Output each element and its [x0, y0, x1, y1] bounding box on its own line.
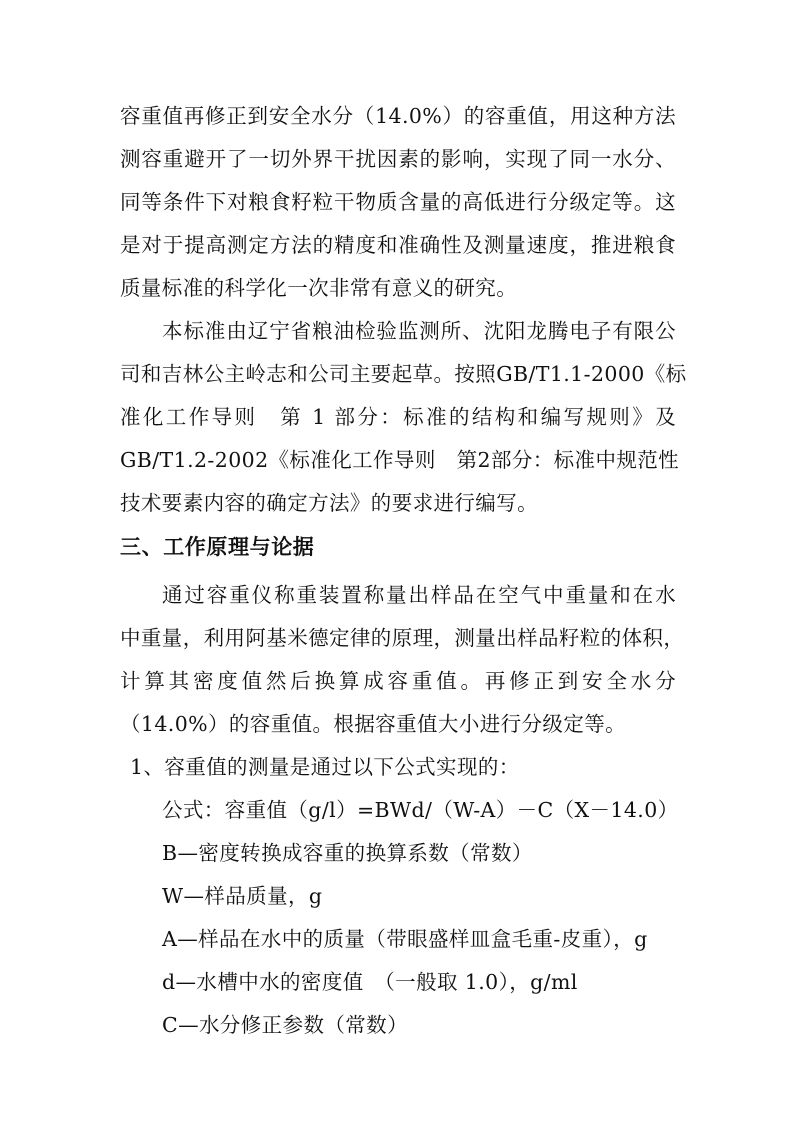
definition-b: B—密度转换成容重的换算系数（常数） [162, 841, 533, 865]
paragraph-1-line-5: 质量标准的科学化一次非常有意义的研究。 [120, 276, 518, 300]
paragraph-3-line-4: （14.0%）的容重值。根据容重值大小进行分级定等。 [120, 712, 627, 736]
definition-w: W—样品质量，g [162, 884, 323, 908]
formula-line: 公式：容重值（g/l）=BWd/（W-A）－C（X－14.0） [162, 798, 679, 822]
paragraph-2-line-5: 技术要素内容的确定方法》的要求进行编写。 [120, 491, 538, 515]
section-heading: 三、工作原理与论据 [120, 535, 315, 559]
definition-c: C—水分修正参数（常数） [162, 1013, 408, 1037]
definition-d: d—水槽中水的密度值 （一般取 1.0），g/ml [162, 970, 578, 994]
paragraph-3-line-3: 计算其密度值然后换算成容重值。再修正到安全水分 [120, 669, 676, 693]
paragraph-2-line-2: 司和吉林公主岭志和公司主要起草。按照GB/T1.1-2000《标 [120, 362, 687, 386]
paragraph-3-line-2: 中重量，利用阿基米德定律的原理，测量出样品籽粒的体积， [120, 626, 685, 650]
paragraph-3-line-1: 通过容重仪称重装置称量出样品在空气中重量和在水 [162, 583, 676, 607]
paragraph-2-line-4: GB/T1.2-2002《标准化工作导则 第2部分：标准中规范性 [120, 448, 680, 472]
paragraph-2-line-1: 本标准由辽宁省粮油检验监测所、沈阳龙腾电子有限公 [162, 319, 676, 343]
paragraph-1-line-2: 测容重避开了一切外界干扰因素的影响，实现了同一水分、 [120, 147, 676, 171]
paragraph-1-line-4: 是对于提高测定方法的精度和准确性及测量速度，推进粮食 [120, 233, 676, 257]
paragraph-2-line-3: 准化工作导则 第 1 部分：标准的结构和编写规则》及 [120, 405, 676, 429]
list-item-1: 1、容重值的测量是通过以下公式实现的： [130, 755, 520, 779]
paragraph-1-line-3: 同等条件下对粮食籽粒干物质含量的高低进行分级定等。这 [120, 190, 676, 214]
paragraph-1-line-1: 容重值再修正到安全水分（14.0%）的容重值，用这种方法 [120, 104, 676, 128]
definition-a: A—样品在水中的质量（带眼盛样皿盒毛重-皮重），g [162, 927, 648, 951]
